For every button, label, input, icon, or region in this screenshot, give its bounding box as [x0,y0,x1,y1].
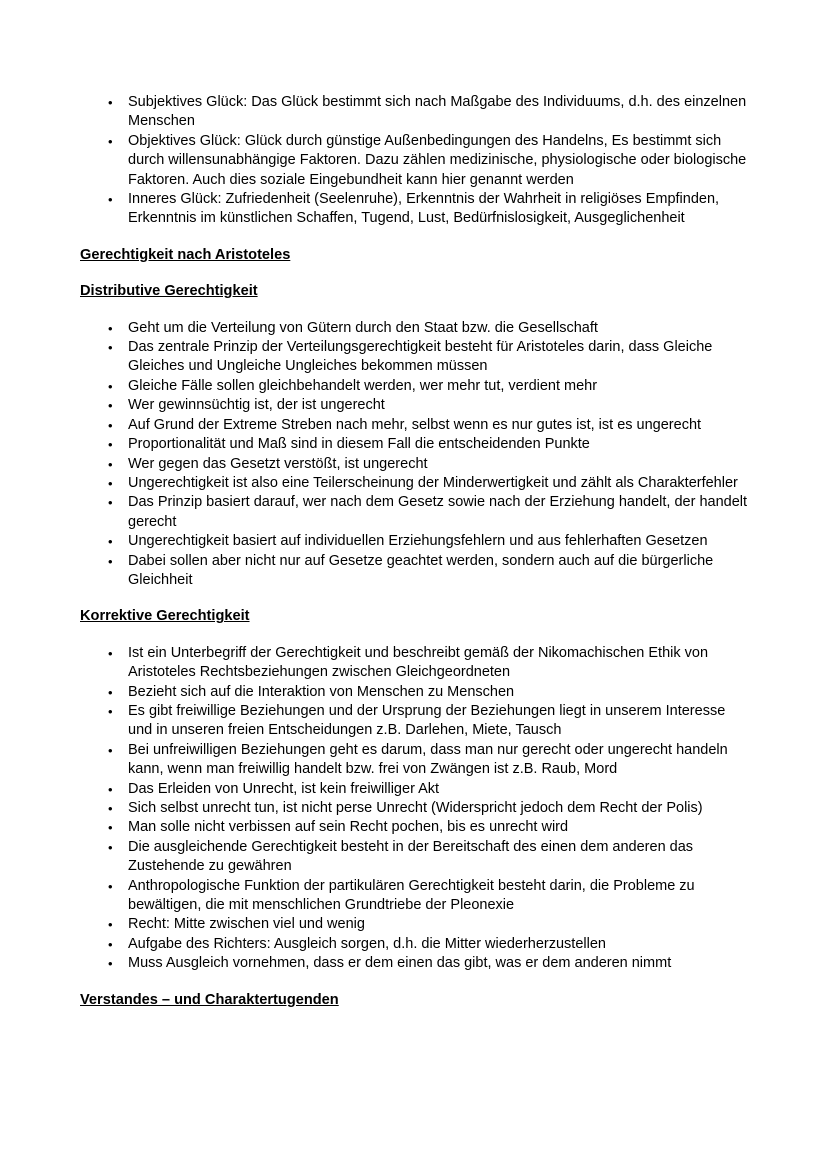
bullet-icon: • [108,192,113,208]
bullet-icon: • [108,553,113,569]
list-item-text: Muss Ausgleich vornehmen, dass er dem einen das gibt, was er dem anderen nimmt [128,955,672,972]
list-item-text: Man solle nicht verbissen auf sein Recht pochen, bis es unrecht wird [128,819,569,836]
bullet-icon: • [108,475,113,491]
bullet-icon: • [108,417,113,433]
list-item [80,838,748,877]
bullet-icon: • [108,378,113,394]
list-item [80,338,748,377]
list-item [80,190,748,229]
list-item [80,818,748,837]
korrektive-bullet-list [80,644,748,974]
list-item-text: Aufgabe des Richters: Ausgleich sorgen, d.h. die Mitter wiederherzustellen [128,935,606,952]
list-item [80,455,748,474]
bullet-icon: • [108,917,113,933]
bullet-icon: • [108,684,113,700]
bullet-icon: • [108,742,113,758]
list-item-text: Proportionalität und Maß sind in diesem Fall die entscheidenden Punkte [128,436,590,453]
list-item-text: Es gibt freiwillige Beziehungen und der Ursprung der Beziehungen liegt in unserem Interesse und in unseren freien Entscheidungen z.B. Darlehen, Miete, Tausch [128,702,726,739]
heading-distributive-gerechtigkeit: Distributive Gerechtigkeit [80,283,258,300]
bullet-icon: • [108,820,113,836]
list-item [80,644,748,683]
list-item [80,552,748,591]
list-item [80,416,748,435]
list-item-text: Auf Grund der Extreme Streben nach mehr, selbst wenn es nur gutes ist, ist es ungerecht [128,416,702,433]
list-item [80,799,748,818]
list-item-text: Wer gegen das Gesetzt verstößt, ist ungerecht [128,455,428,472]
list-item [80,435,748,454]
list-item [80,935,748,954]
bullet-icon: • [108,320,113,336]
bullet-icon: • [108,956,113,972]
heading-verstandes-und-charaktertugenden: Verstandes – und Charaktertugenden [80,991,339,1008]
bullet-icon: • [108,839,113,855]
list-item-text: Bei unfreiwilligen Beziehungen geht es darum, dass man nur gerecht oder ungerecht handeln kann, wenn man freiwillig handelt bzw. frei von Zwängen ist z.B. Raub, Mord [128,741,728,778]
bullet-icon: • [108,95,113,110]
list-item [80,396,748,415]
list-item-text: Sich selbst unrecht tun, ist nicht perse Unrecht (Widerspricht jedoch dem Recht der Polis) [128,800,703,816]
bullet-icon: • [108,133,113,149]
list-item-text: Dabei sollen aber nicht nur auf Gesetze geachtet werden, sondern auch auf die bürgerliche Gleichheit [128,552,714,588]
list-item [80,474,748,493]
list-item-text: Inneres Glück: Zufriedenheit (Seelenruhe), Erkenntnis der Wahrheit in religiöses Empfinden, Erkenntnis im künstlichen Schaffen, Tugend, Lust, Bedürfnislosigkeit, Ausgeglichenheit [128,191,720,227]
list-item-text: Bezieht sich auf die Interaktion von Menschen zu Menschen [128,683,515,700]
list-item [80,954,748,973]
list-item [80,532,748,551]
list-item [80,780,748,799]
list-item [80,93,748,132]
list-item [80,915,748,934]
list-item [80,493,748,532]
list-item-text: Gleiche Fälle sollen gleichbehandelt werden, wer mehr tut, verdient mehr [128,377,598,394]
distributive-bullet-list [80,319,748,591]
list-item-text: Das zentrale Prinzip der Verteilungsgerechtigkeit besteht für Aristoteles darin, dass Gleiche Gleiches und Ungleiche Ungleiches bekommen müssen [128,339,713,375]
list-item-text: Geht um die Verteilung von Gütern durch den Staat bzw. die Gesellschaft [128,319,598,336]
bullet-icon: • [108,645,113,661]
list-item [80,132,748,190]
bullet-icon: • [108,495,113,511]
bullet-icon: • [108,878,113,894]
list-item [80,702,748,741]
list-item [80,877,748,916]
heading-korrektive-gerechtigkeit: Korrektive Gerechtigkeit [80,608,250,625]
bullet-icon: • [108,398,113,414]
bullet-icon: • [108,703,113,719]
list-item-text: Recht: Mitte zwischen viel und wenig [128,916,365,933]
list-item-text: Subjektives Glück: Das Glück bestimmt sich nach Maßgabe des Individuums, d.h. des einzelnen Menschen [128,94,747,130]
bullet-icon: • [108,340,113,356]
bullet-icon: • [108,456,113,472]
list-item [80,683,748,702]
bullet-icon: • [108,534,113,550]
list-item-text: Objektives Glück: Glück durch günstige Außenbedingungen des Handelns, Es bestimmt sich durch willensunabhängige Faktoren. Dazu zählen medizinische, physiologische oder biologische Faktoren. Auch dies soziale Eingebundheit kann hier genannt werden [128,132,747,188]
list-item-text: Das Prinzip basiert darauf, wer nach dem Gesetz sowie nach der Erziehung handelt, der handelt gerecht [128,494,748,530]
list-item-text: Anthropologische Funktion der partikulären Gerechtigkeit besteht darin, die Probleme zu bewältigen, die mit menschlichen Grundtriebe der Pleonexie [128,877,695,914]
list-item [80,377,748,396]
list-item-text: Ungerechtigkeit basiert auf individuellen Erziehungsfehlern und aus fehlerhaften Gesetzen [128,533,708,550]
bullet-icon: • [108,801,113,816]
list-item [80,319,748,338]
glueck-bullet-list [80,93,748,229]
bullet-icon: • [108,437,113,453]
list-item-text: Das Erleiden von Unrecht, ist kein freiwilliger Akt [128,780,440,797]
list-item-text: Ungerechtigkeit ist also eine Teilerscheinung der Minderwertigkeit und zählt als Charakterfehler [128,474,738,491]
list-item-text: Die ausgleichende Gerechtigkeit besteht in der Bereitschaft des einen dem anderen das Zustehende zu gewähren [128,838,694,875]
list-item-text: Wer gewinnsüchtig ist, der ist ungerecht [128,397,385,414]
bullet-icon: • [108,936,113,952]
list-item [80,741,748,780]
heading-gerechtigkeit-nach-aristoteles: Gerechtigkeit nach Aristoteles [80,246,291,263]
bullet-icon: • [108,781,113,797]
list-item-text: Ist ein Unterbegriff der Gerechtigkeit und beschreibt gemäß der Nikomachischen Ethik von Aristoteles Rechtsbeziehungen zwischen Gleichgeordneten [128,644,709,681]
